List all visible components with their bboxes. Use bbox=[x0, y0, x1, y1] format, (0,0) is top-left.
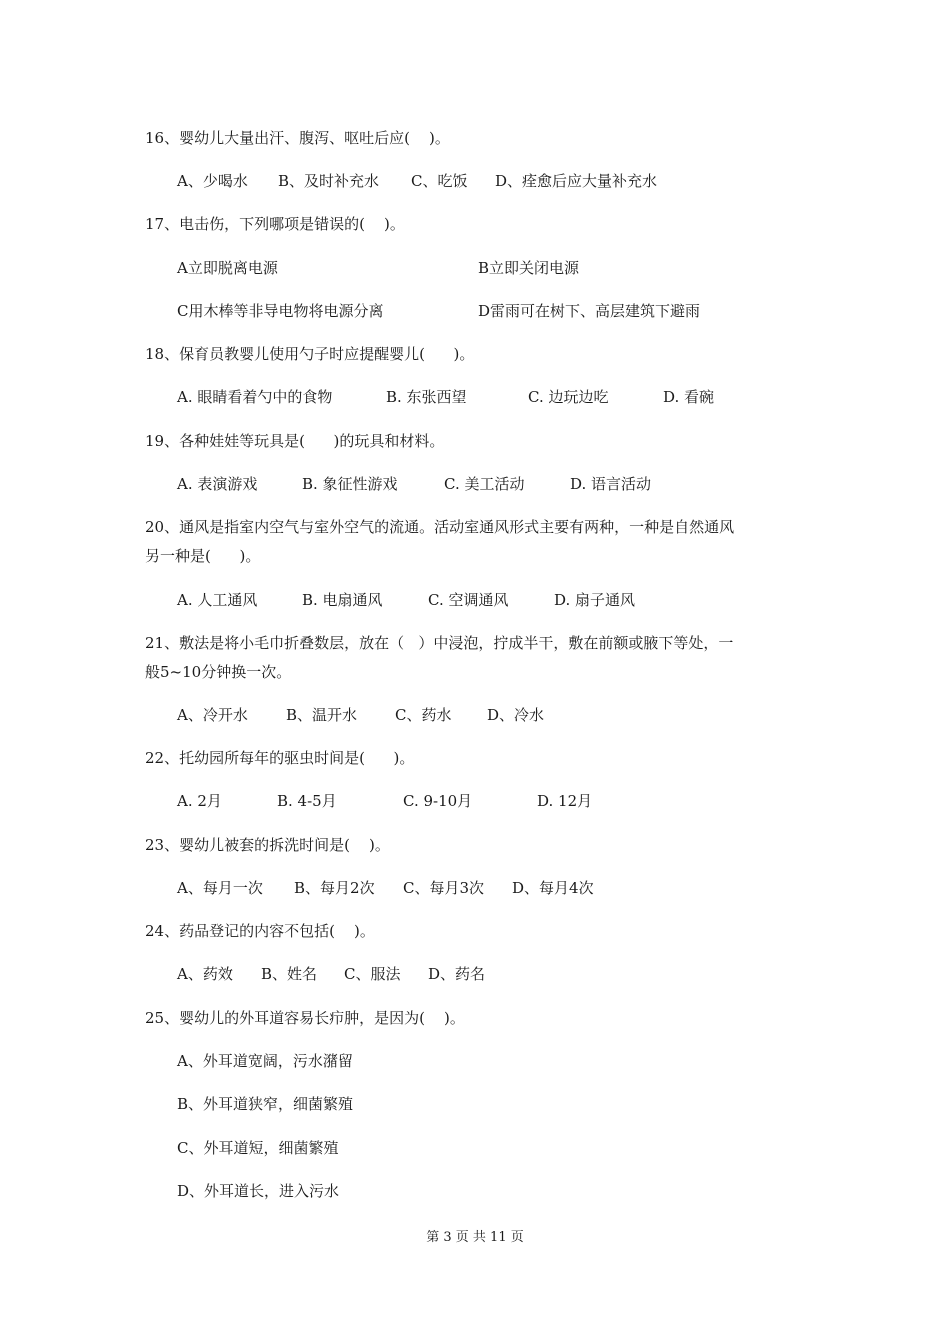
q20-option-d: D. 扇子通风 bbox=[554, 591, 636, 609]
question-25: 25、婴幼儿的外耳道容易长疖肿，是因为( )。 bbox=[145, 1009, 465, 1027]
q22-option-a: A. 2月 bbox=[177, 792, 222, 810]
q17-option-a: A立即脱离电源 bbox=[177, 259, 278, 277]
question-20-line-1: 20、通风是指室内空气与室外空气的流通。活动室通风形式主要有两种，一种是自然通风 bbox=[145, 518, 735, 536]
q24-option-b: B、姓名 bbox=[261, 965, 318, 983]
q21-option-a: A、冷开水 bbox=[177, 706, 248, 724]
q19-option-b: B. 象征性游戏 bbox=[302, 475, 398, 493]
q24-option-a: A、药效 bbox=[177, 965, 233, 983]
question-24: 24、药品登记的内容不包括( )。 bbox=[145, 922, 375, 940]
question-16: 16、婴幼儿大量出汗、腹泻、呕吐后应( )。 bbox=[145, 129, 450, 147]
q17-option-d: D雷雨可在树下、高层建筑下避雨 bbox=[478, 302, 701, 320]
q19-option-c: C. 美工活动 bbox=[444, 475, 525, 493]
q18-option-d: D. 看碗 bbox=[663, 388, 715, 406]
q21-option-d: D、冷水 bbox=[487, 706, 545, 724]
q23-option-d: D、每月4次 bbox=[512, 879, 594, 897]
q16-option-c: C、吃饭 bbox=[411, 172, 468, 190]
q22-option-d: D. 12月 bbox=[537, 792, 593, 810]
question-23: 23、婴幼儿被套的拆洗时间是( )。 bbox=[145, 836, 390, 854]
question-18: 18、保育员教婴儿使用勺子时应提醒婴儿( )。 bbox=[145, 345, 475, 363]
q22-option-c: C. 9-10月 bbox=[403, 792, 473, 810]
q21-option-c: C、药水 bbox=[395, 706, 452, 724]
q21-option-b: B、温开水 bbox=[286, 706, 358, 724]
page-number: 第 3 页 共 11 页 bbox=[426, 1230, 524, 1245]
q20-option-c: C. 空调通风 bbox=[428, 591, 509, 609]
q25-option-a: A、外耳道宽阔，污水潴留 bbox=[177, 1052, 353, 1070]
question-22: 22、托幼园所每年的驱虫时间是( )。 bbox=[145, 749, 415, 767]
q23-option-a: A、每月一次 bbox=[177, 879, 263, 897]
q17-option-b: B立即关闭电源 bbox=[478, 259, 580, 277]
q20-option-b: B. 电扇通风 bbox=[302, 591, 383, 609]
q24-option-c: C、服法 bbox=[344, 965, 401, 983]
question-21-line-2: 般5~10分钟换一次。 bbox=[145, 663, 292, 681]
q23-option-b: B、每月2次 bbox=[294, 879, 375, 897]
q18-option-b: B. 东张西望 bbox=[386, 388, 467, 406]
question-17: 17、电击伤，下列哪项是错误的( )。 bbox=[145, 215, 405, 233]
q20-option-a: A. 人工通风 bbox=[177, 591, 258, 609]
question-21-line-1: 21、敷法是将小毛巾折叠数层，放在（ ）中浸泡，拧成半干，敷在前额或腋下等处，一 bbox=[145, 634, 734, 652]
q22-option-b: B. 4-5月 bbox=[277, 792, 337, 810]
q18-option-c: C. 边玩边吃 bbox=[528, 388, 609, 406]
q16-option-a: A、少喝水 bbox=[177, 172, 248, 190]
q16-option-d: D、痊愈后应大量补充水 bbox=[495, 172, 658, 190]
question-20-line-2: 另一种是( )。 bbox=[145, 547, 261, 565]
q24-option-d: D、药名 bbox=[428, 965, 486, 983]
q17-option-c: C用木棒等非导电物将电源分离 bbox=[177, 302, 384, 320]
q25-option-b: B、外耳道狭窄，细菌繁殖 bbox=[177, 1095, 354, 1113]
q18-option-a: A. 眼睛看着勺中的食物 bbox=[177, 388, 333, 406]
q25-option-c: C、外耳道短，细菌繁殖 bbox=[177, 1139, 339, 1157]
q23-option-c: C、每月3次 bbox=[403, 879, 485, 897]
q16-option-b: B、及时补充水 bbox=[278, 172, 380, 190]
question-19: 19、各种娃娃等玩具是( )的玩具和材料。 bbox=[145, 432, 445, 450]
q19-option-a: A. 表演游戏 bbox=[177, 475, 258, 493]
q25-option-d: D、外耳道长，进入污水 bbox=[177, 1182, 340, 1200]
q19-option-d: D. 语言活动 bbox=[570, 475, 652, 493]
